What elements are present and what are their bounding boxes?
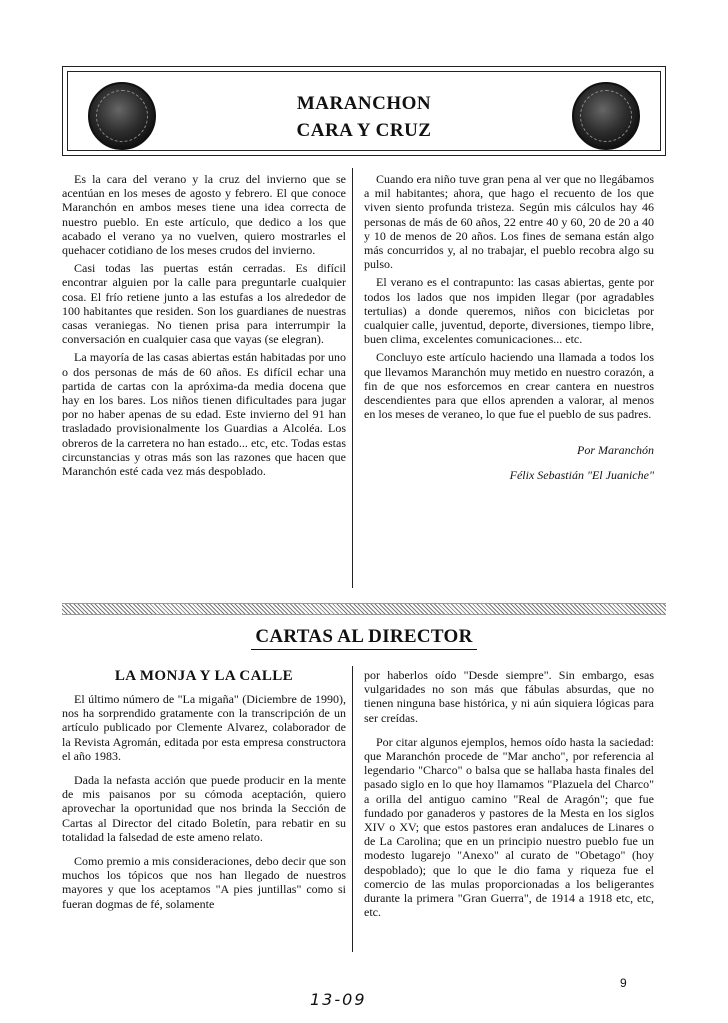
header-box (62, 66, 666, 156)
paragraph: Casi todas las puertas están cerradas. Es difícil encontrar alguien por la calle para preguntarle cualquier cosa. El frío retiene junto a las estufas a los alrededor de 100 habitantes que residen. Son los guardianes de nuestras casas veraniegas. No tienen prisa para interrumpir la conversación en cualquier casa que vayas (se elegran). (62, 261, 346, 347)
page-number: 9 (620, 976, 627, 990)
paragraph: La mayoría de las casas abiertas están habitadas por uno o dos personas de más de 60 años. Es difícil echar una partida de cartas con la apróxima-da media docena que hay en los bares. Los niños tienen dificultades para jugar por no haber apenas de su edad. Este invierno del 91 han trasladado provisionalmente los Guardias a Alcoléa. Los obreros de la carretera no han estado... etc, etc. Todas estas circunstancias y otras más son las razones que hacen que Maranchón esté cada vez más despoblado. (62, 350, 346, 479)
section-divider-bar (62, 603, 666, 615)
title-line-1: MARANCHON (296, 93, 432, 114)
paragraph: Es la cara del verano y la cruz del invierno que se acentúan en los meses de agosto y febrero. El que conoce Maranchón en ambos meses tiene una idea correcta de nuestro pueblo. En este artículo, que dedico a los que acabado el verano ya no vuelven, quiero mostrarles el quehacer cotidiano de los meses crudos del invierno. (62, 172, 346, 258)
paragraph: Dada la nefasta acción que puede producir en la mente de mis paisanos por su cómoda aceptación, quiero aprovechar la oportunidad que nos brinda la Sección de Cartas al Director del citado Boletín, para rebatir en su totalidad la falsedad de este ameno relato. (62, 773, 346, 844)
paragraph: Por citar algunos ejemplos, hemos oído hasta la saciedad: que Maranchón procede de "Mar ancho", por referencia al legendario "Charco" o balsa que se hallaba hasta finales del pasado siglo en lo que hoy llamamos "Plazuela del Charco" a orilla del antiguo camino "Real de Aragón"; que fue fundado por ganaderos y pastores de la Mesta en los siglos XIV o XV; que estos pastores eran andaluces de Linares o de La Carolina; que en un principio nuestro pueblo fue un modesto lugarejo "Anexo" al curato de "Obetago" (hoy despoblado); que lo que le dio fama y riqueza fue el comercio de las mulas proporcionadas a los beligerantes durante la primera "Gran Guerra", de 1914 a 1918 etc, etc, etc. (364, 734, 654, 920)
article1-left-column (62, 172, 346, 478)
article1-right-column (364, 172, 654, 482)
paragraph: por haberlos oído "Desde siempre". Sin embargo, esas vulgaridades no son más que fábulas absurdas, que no tienen ninguna base histórica, y ni aún siquiera lógicas para ser creídas. (364, 668, 654, 725)
article2-right-column (364, 668, 654, 919)
handwritten-note: 13-09 (310, 990, 367, 1009)
section-title (0, 626, 728, 648)
paragraph: Concluyo este artículo haciendo una llamada a todos los que llevamos Maranchón muy metido en nuestro corazón, a fin de que nos esforcemos en crear cantera en nuestros descendientes para que ellos aprenden a valorar, al menos en los meses de veraneo, lo que fue el pueblo de sus padres. (364, 350, 654, 422)
signature-line-2: Félix Sebastián "El Juaniche" (509, 467, 654, 482)
paragraph: El último número de "La migaña" (Diciembre de 1990), nos ha sorprendido gratamente con la transcripción de un artículo publicado por Clemente Alvarez, colaborador de la Revista Agromán, editada por esta empresa constructora el año 1983. (62, 692, 346, 763)
paragraph: Como premio a mis consideraciones, debo decir que son muchos los tópicos que nos han llegado de nuestros mayores y que los aceptamos "A pies juntillas" como si fueran dogmas de fé, solamente (62, 854, 346, 911)
signature-line-1: Por Maranchón (577, 443, 654, 458)
column-divider (352, 168, 353, 588)
article2-title: LA MONJA Y LA CALLE (114, 668, 294, 684)
column-divider (352, 666, 353, 952)
title-line-2: CARA Y CRUZ (296, 120, 432, 141)
section-title-text: CARTAS AL DIRECTOR (251, 626, 476, 650)
header-inner-frame (67, 71, 661, 151)
paragraph: Cuando era niño tuve gran pena al ver que no llegábamos a mil habitantes; ahora, que hago el recuento de los que viven siento profunda tristeza. Según mis cálculos hay 46 personas de más de 60 años, 22 entre 40 y 60, 20 de 20 a 40 y 10 de menos de 20 años. Los fines de semana están algo más concurridos y, al no trabajar, el pueblo recobra algo su pulso. (364, 172, 654, 272)
article2-left-column (62, 692, 346, 911)
paragraph: El verano es el contrapunto: las casas abiertas, gente por todos los lados que nos impiden llegar (por agradables tertulias) a donde queremos, niños con bicicletas por cualquier calle, juventud, deporte, diversiones, tiempo libre, buen clima, excelentes comunicaciones... etc. (364, 275, 654, 347)
coin-reverse-icon (572, 82, 640, 150)
